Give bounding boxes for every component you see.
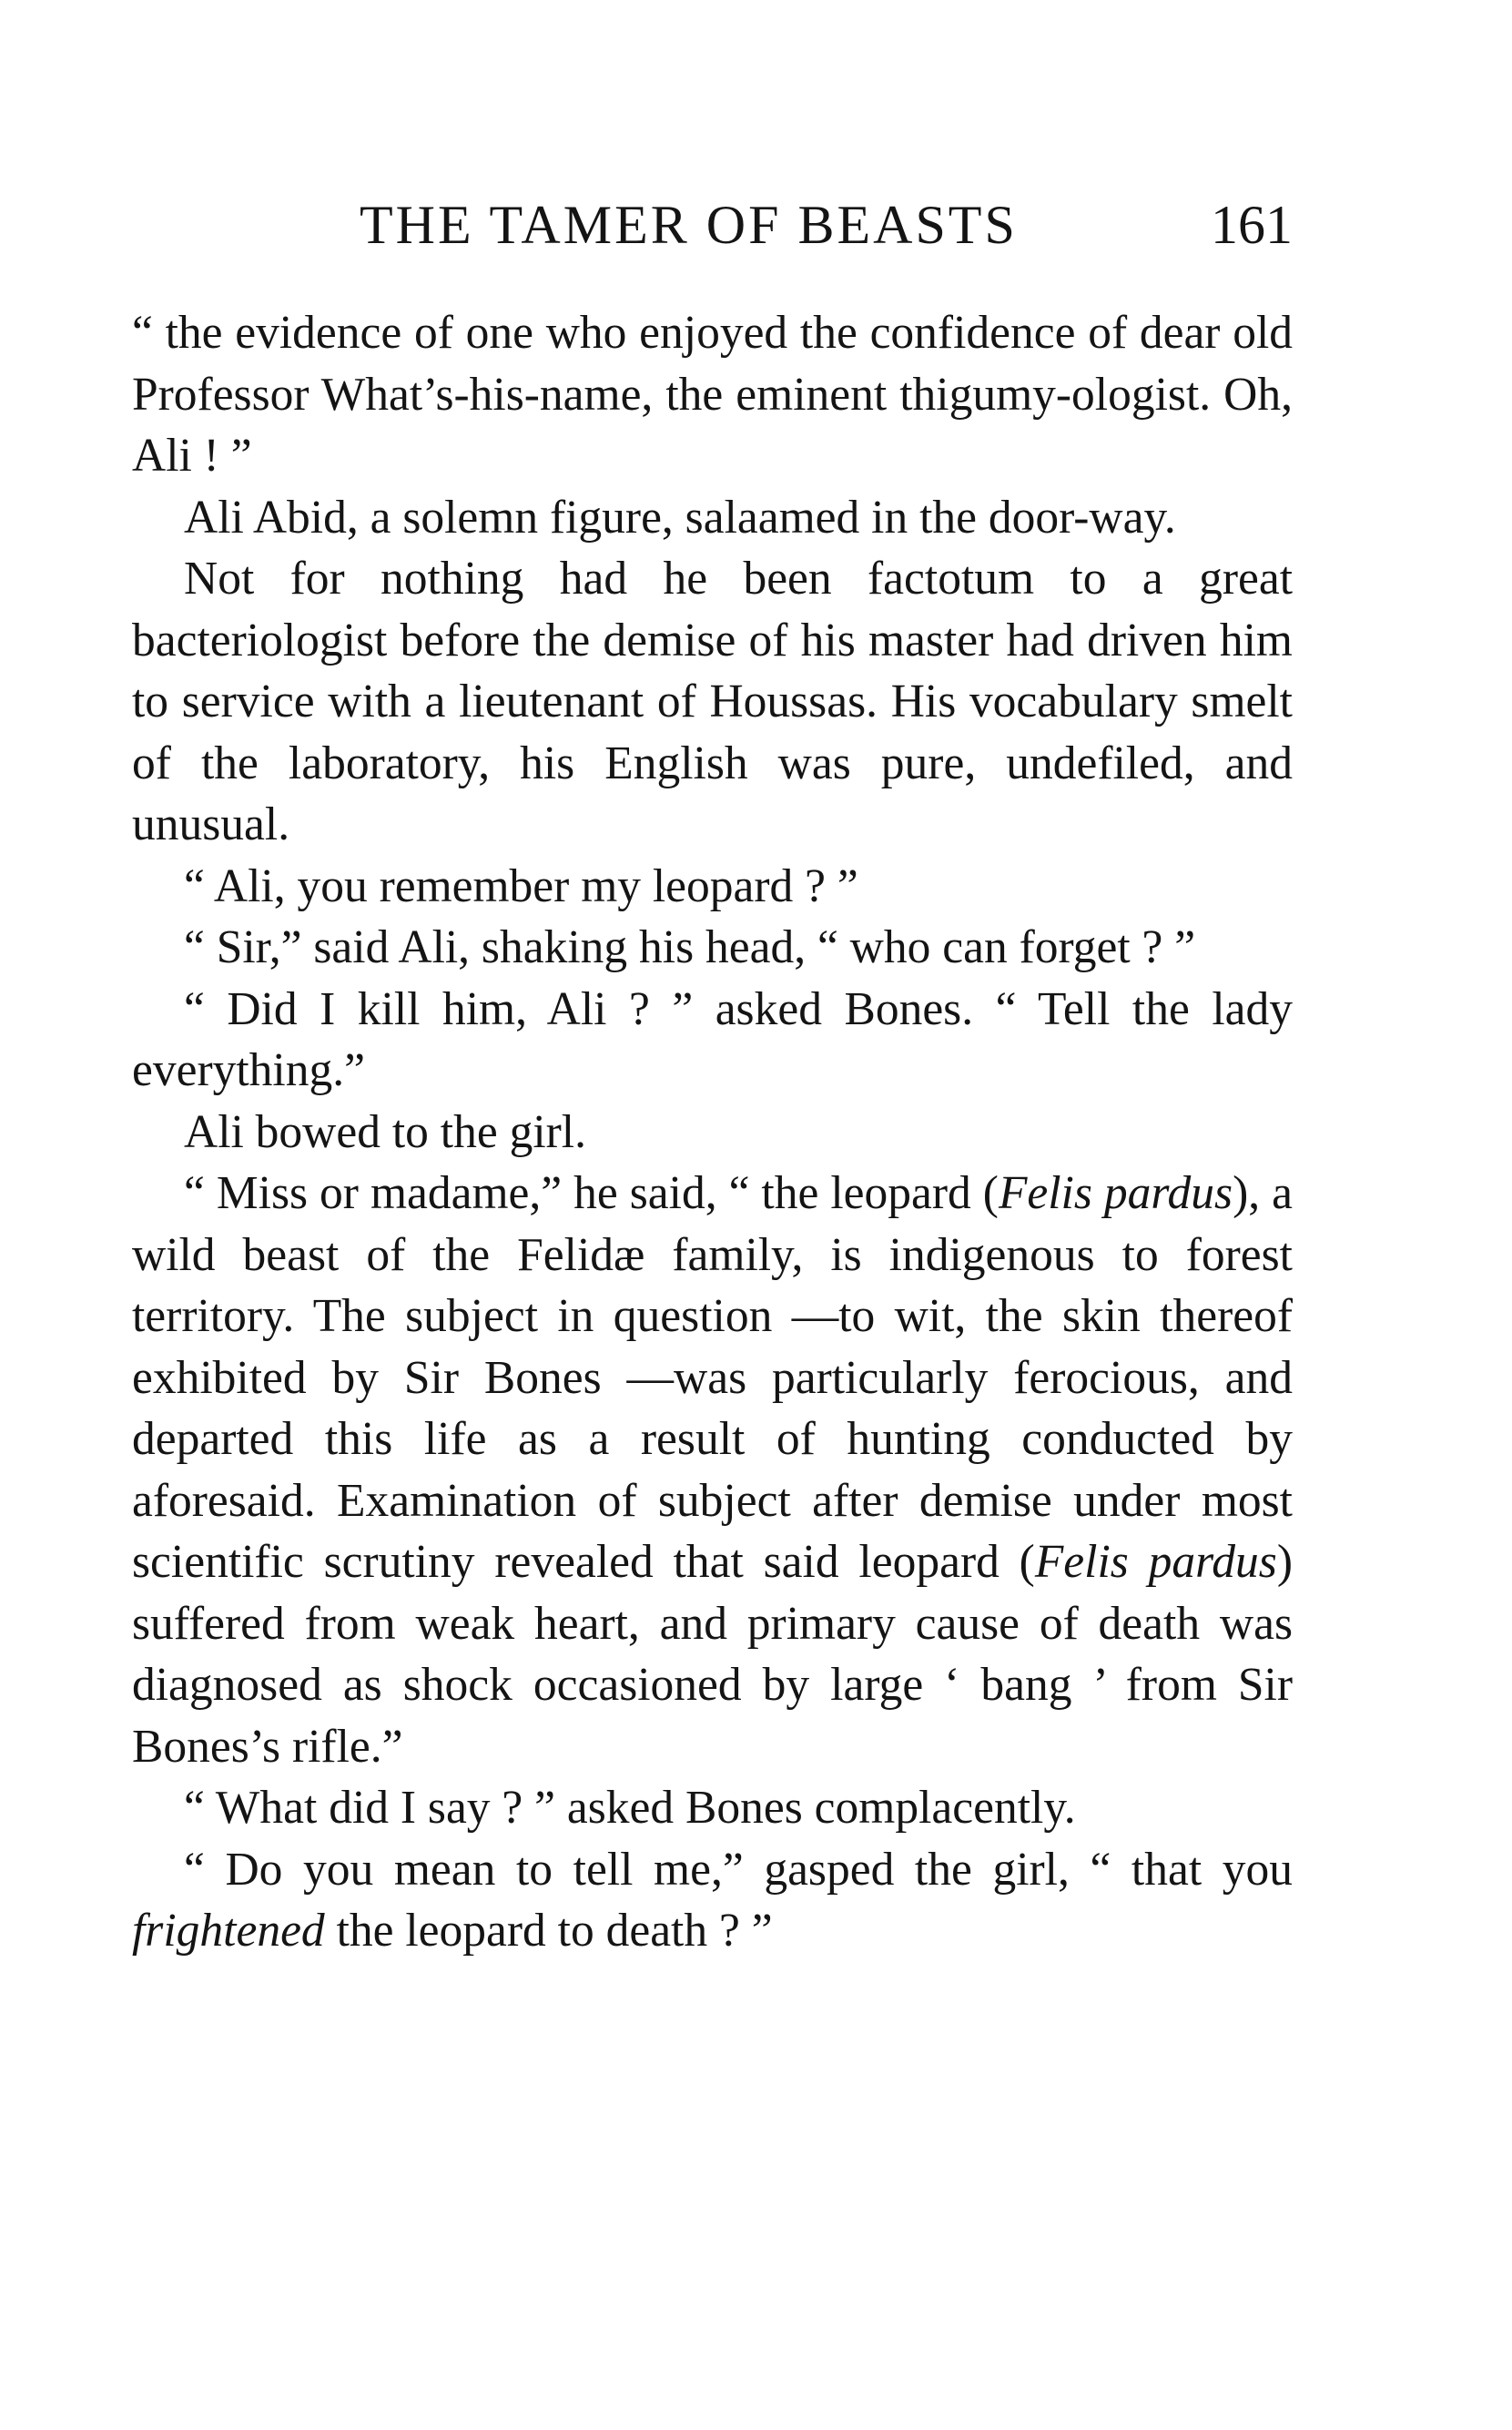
text-segment: “ Miss or madame,” he said, “ the leopard ( — [184, 1167, 999, 1219]
body-text — [132, 302, 1293, 1962]
paragraph — [132, 548, 1293, 856]
paragraph — [132, 1839, 1293, 1962]
running-head — [132, 193, 1293, 257]
text-segment: “ Sir,” said Ali, shaking his head, “ who can forget ? ” — [184, 921, 1196, 973]
italic-text: Felis pardus — [1034, 1536, 1277, 1588]
text-segment: Not for nothing had he been factotum to a great bacteriologist before the demise of his master had driven him to service with a lieutenant of Houssas. His vocabulary smelt of the laboratory, his English was pure, undefiled, and unusual. — [132, 553, 1293, 850]
page-number: 161 — [1211, 195, 1293, 255]
text-segment: “ Ali, you remember my leopard ? ” — [184, 859, 858, 912]
paragraph — [132, 917, 1293, 979]
text-segment: ), a wild beast of the Felidæ family, is indigenous to forest territory. The subject in question —to wit, the skin thereof exhibited by Sir Bones —was particularly ferocious, and departed this life as a result of hunting conducted by aforesaid. Examination of subject after demise under most scientific scrutiny revealed that said leopard ( — [132, 1167, 1293, 1588]
paragraph — [132, 487, 1293, 549]
text-segment: “ What did I say ? ” asked Bones complacently. — [184, 1782, 1076, 1834]
paragraph — [132, 979, 1293, 1102]
italic-text: Felis pardus — [998, 1167, 1233, 1219]
text-segment: the leopard to death ? ” — [324, 1905, 773, 1957]
paragraph — [132, 1777, 1293, 1839]
text-segment: Ali Abid, a solemn figure, salaamed in the door-way. — [184, 491, 1176, 544]
text-segment: Ali bowed to the girl. — [184, 1105, 586, 1158]
paragraph — [132, 856, 1293, 918]
paragraph — [132, 1163, 1293, 1777]
text-segment: ) suffered from weak heart, and primary cause of death was diagnosed as shock occasioned by large ‘ bang ’ from Sir Bones’s rifle.” — [132, 1536, 1293, 1773]
text-segment: “ Do you mean to tell me,” gasped the girl, “ that you — [184, 1843, 1293, 1896]
running-title: THE TAMER OF BEASTS — [360, 195, 1018, 255]
paragraph — [132, 302, 1293, 487]
italic-text: frightened — [132, 1905, 325, 1957]
text-segment: “ Did I kill him, Ali ? ” asked Bones. “ Tell the lady everything.” — [132, 982, 1293, 1096]
paragraph — [132, 1102, 1293, 1164]
text-segment: “ the evidence of one who enjoyed the confidence of dear old Professor What’s-his-name, the eminent thigumy-ologist. Oh, Ali ! ” — [132, 307, 1293, 482]
